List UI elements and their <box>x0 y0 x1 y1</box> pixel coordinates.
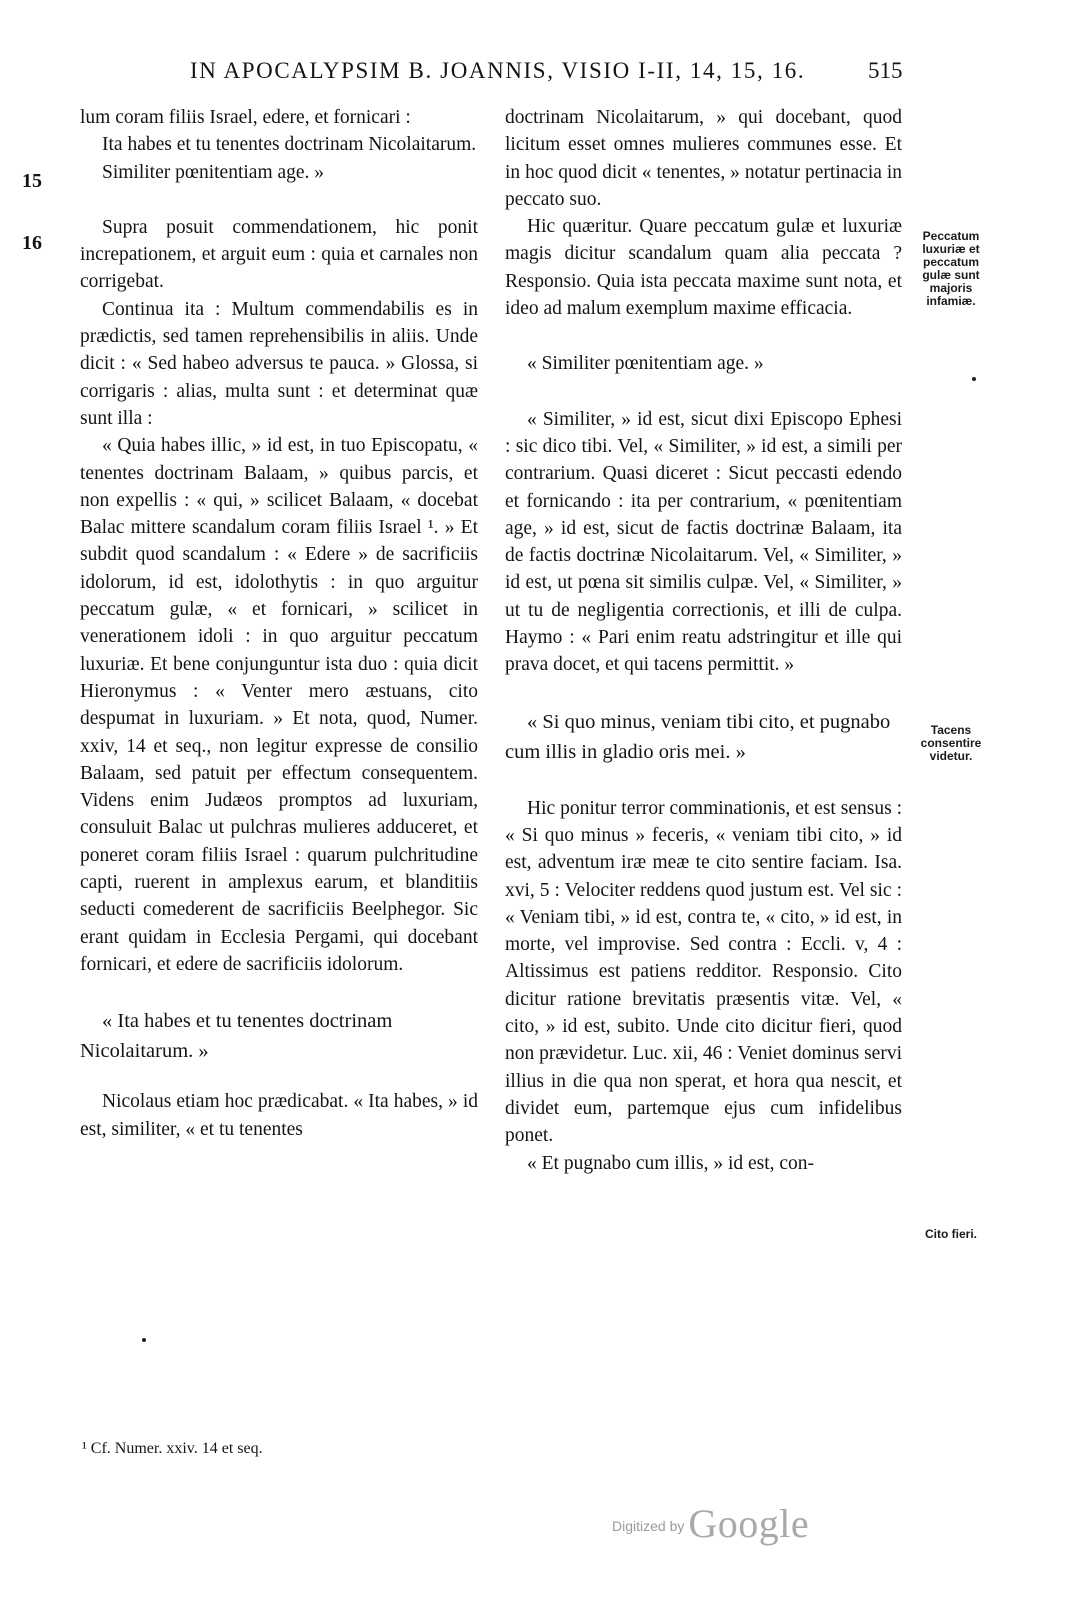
verse-number-16: 16 <box>22 232 42 254</box>
margin-note: Tacens consentire videtur. <box>920 723 982 763</box>
paragraph: lum coram filiis Israel, edere, et fornicari : <box>80 107 411 128</box>
print-speck <box>142 1338 146 1342</box>
lemma-quote: « Similiter pœnitentiam age. » <box>527 353 764 375</box>
paragraph: doctrinam Nicolaitarum, » qui docebant, quod licitum esset omnes mulieres communes esse. Et in hoc quod dicit « tenentes, » notatur pertinacia in peccato suo. <box>505 107 902 210</box>
verse-16-text: Similiter pœnitentiam age. » <box>102 161 325 183</box>
watermark-prefix: Digitized by <box>612 1518 685 1534</box>
left-column <box>80 104 478 1143</box>
header-title: IN APOCALYPSIM B. JOANNIS, VISIO I-II, 14, 15, 16. <box>190 58 806 83</box>
paragraph: « Et pugnabo cum illis, » id est, con- <box>527 1152 815 1174</box>
right-column <box>505 104 902 1177</box>
footnote: ¹ Cf. Numer. xxiv. 14 et seq. <box>82 1440 263 1457</box>
paragraph: Hic quæritur. Quare peccatum gulæ et luxuriæ magis dicitur scandalum quam alia peccata ? Responsio. Quia ista peccata maxime sunt nota, et ideo ad malum exemplum maxime efficacia. <box>505 216 902 320</box>
digitized-watermark <box>612 1500 809 1547</box>
paragraph: Continua ita : Multum commendabilis es in prædictis, sed tamen reprehensibilis in aliis. Unde dicit : « Sed habeo adversus te pauca. » Glossa, si corrigaris : alias, multa sunt : et determinat quæ sunt illa : <box>80 298 478 429</box>
lemma-quote: « Ita habes et tu tenentes doctrinam Nicolaitarum. » <box>80 1010 393 1063</box>
margin-note: Peccatum luxuriæ et peccatum gulæ sunt majoris infamiæ. <box>922 229 980 308</box>
page-number: 515 <box>868 58 903 83</box>
paragraph: Supra posuit commendationem, hic ponit increpationem, et arguit eum : quia et carnales non corrigebat. <box>80 216 478 293</box>
paragraph: Hic ponitur terror comminationis, et est sensus : « Si quo minus » feceris, « veniam tibi cito, » id est, adventum iræ meæ te cito sentire faciam. Isa. xvi, 5 : Velociter reddens quod justum est. Vel sic : « Veniam tibi, » id est, contra te, « cito, » id est, in morte, vel improvise. Sed contra : Eccli. v, 4 : Altissimus est patiens redditor. Responsio. Cito dicitur ratione brevitatis præsentis vitæ. Vel, « cito, » id est, subito. Unde cito dicitur fieri, quod non prævidetur. Luc. xii, 46 : Veniet dominus servi illius in die qua non sperat, et hora qua nescit, et dividet eum, partemque ejus cum infidelibus ponet. <box>505 797 902 1147</box>
running-header <box>0 58 1065 88</box>
verse-number-15: 15 <box>22 170 42 192</box>
margin-note: Cito fieri. <box>924 1227 977 1241</box>
google-logo: Google <box>688 1501 810 1546</box>
paragraph: « Quia habes illic, » id est, in tuo Episcopatu, « tenentes doctrinam Balaam, » quibus parcis, et non expellis : « qui, » scilicet Balaam, « docebat Balac mittere scandalum coram filiis Israel ¹. » Et subdit quod scandalum : « Edere » de sacrificiis idolorum, id est, idolothytis : in quo arguitur peccatum gulæ, « et fornicari, » scilicet in venerationem idoli : in quo arguitur peccatum luxuriæ. Et bene conjunguntur ista duo : quia dicit Hieronymus : « Venter mero æstuans, cito despumat in luxuriam. » Et nota, quod, Numer. xxiv, 14 et seq., non legitur expresse de consilio Balaam, sed patuit per effectum consequentem. Videns enim Judæos promptos ad luxuriam, consuluit Balac ut pulchras mulieres adduceret, et poneret coram filiis Israel : quarum pulchritudine capti, ruerent in amplexus earum, et blanditiis seducti comederent de sacrificiis Beelphegor. Sic erant quidam in Ecclesia Pergami, qui docebant fornicari, et edere de sacrificiis idolorum. <box>80 435 478 975</box>
lemma-quote: « Si quo minus, veniam tibi cito, et pugnabo cum illis in gladio oris mei. » <box>505 710 891 763</box>
verse-15-text: Ita habes et tu tenentes doctrinam Nicolaitarum. <box>102 134 477 156</box>
print-speck <box>972 377 976 381</box>
paragraph: Nicolaus etiam hoc prædicabat. « Ita habes, » id est, similiter, « et tu tenentes <box>80 1091 478 1140</box>
paragraph: « Similiter, » id est, sicut dixi Episcopo Ephesi : sic dico tibi. Vel, « Similiter, » id est, a simili per contrarium. Quasi diceret : Sicut peccasti edendo et fornicando : ita per contrarium, « pœnitentiam age, » id est, sicut de factis doctrinæ Balaam, ita de factis doctrinæ Nicolaitarum. Vel, « Similiter, » id est, ut pœna sit similis culpæ. Vel, « Similiter, » ut tu de negligentia correctionis, et illi de culpa. Haymo : « Pari enim reatu adstringitur et ille qui prava docet, et qui tacens permittit. » <box>505 408 902 676</box>
